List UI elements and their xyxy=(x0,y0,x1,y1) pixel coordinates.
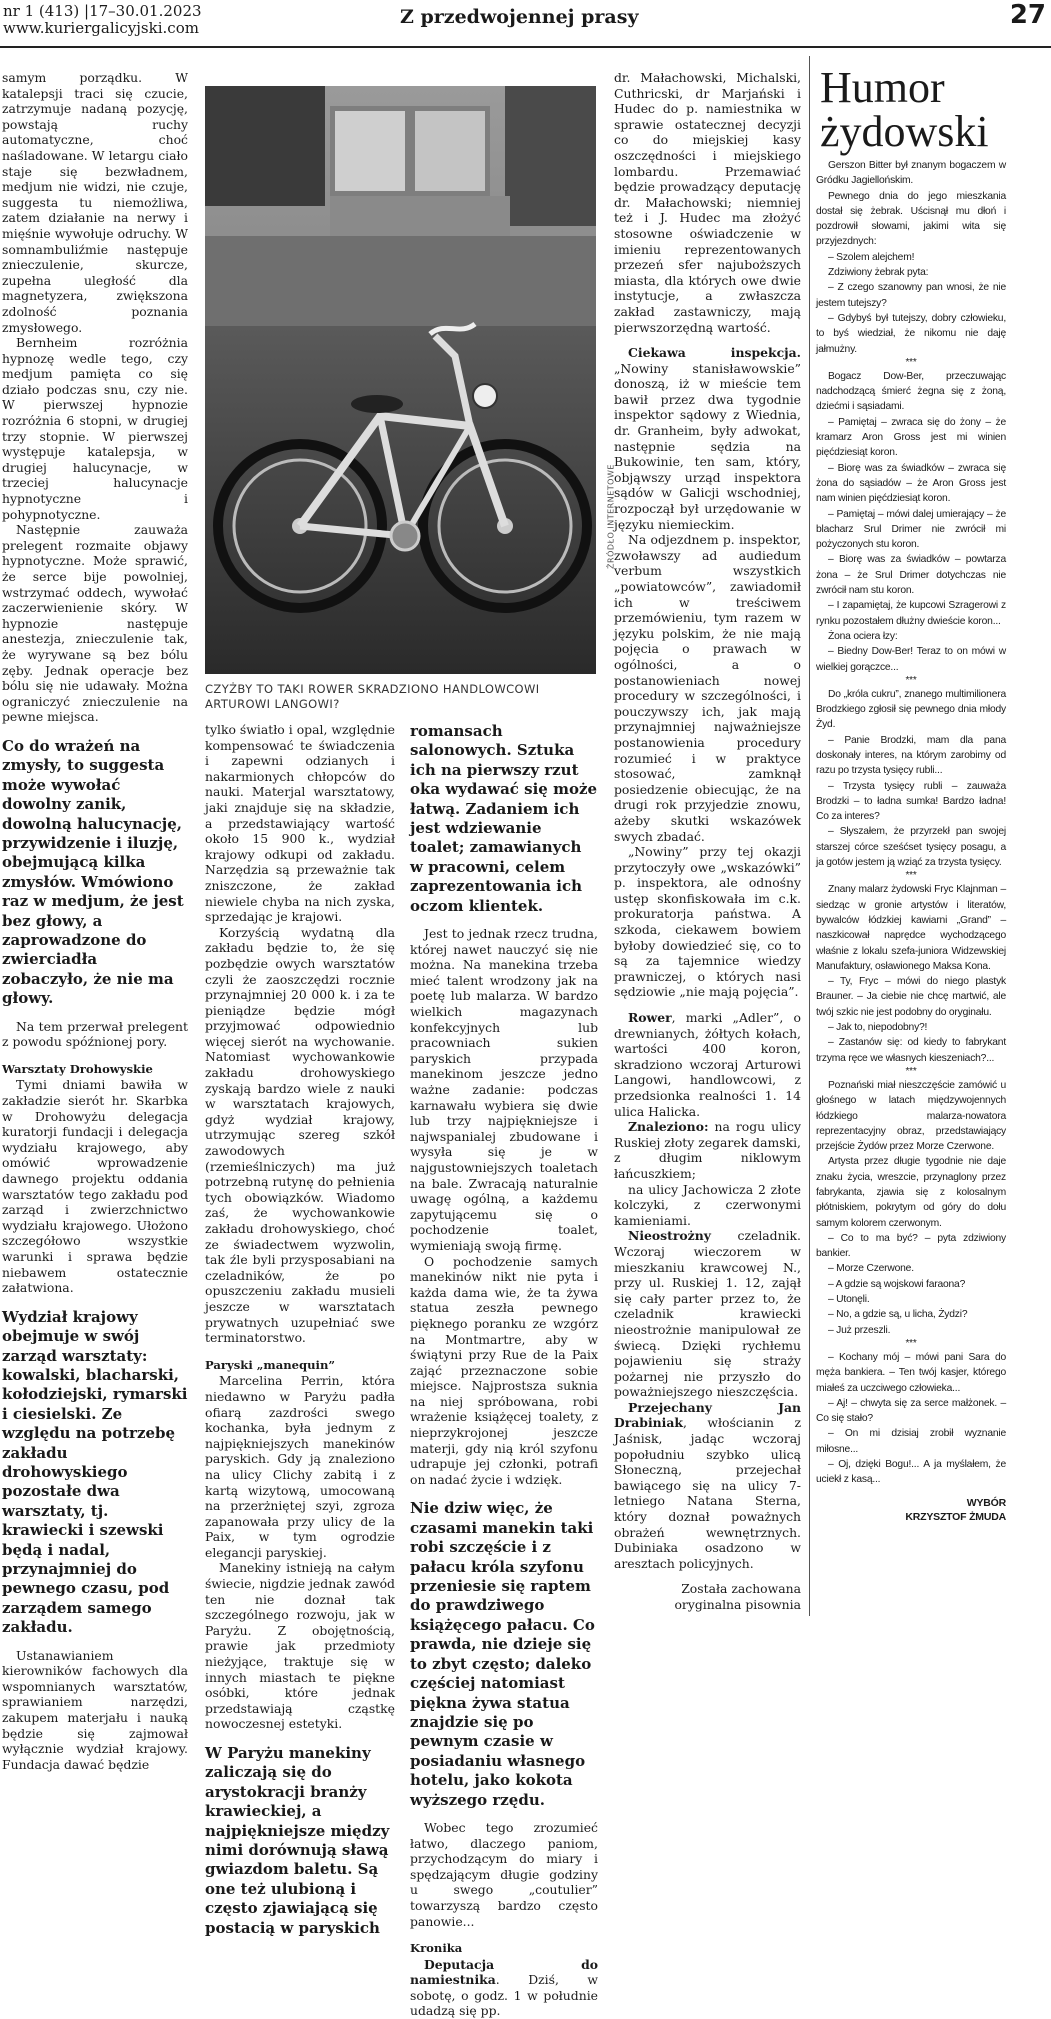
separator-stars: *** xyxy=(905,870,917,882)
joke-line: – Pamiętaj – zwraca się do żony – że kramarz Aron Gross jest mi winien pięćdziesiąt koron. xyxy=(816,416,1006,459)
separator-stars: *** xyxy=(905,1337,917,1349)
paragraph xyxy=(410,1957,598,2019)
joke-line: – Z czego szanowny pan wnosi, że nie jestem tutejszy? xyxy=(816,282,1006,309)
signature-line-1: WYBÓR xyxy=(966,1496,1006,1509)
humor-title xyxy=(820,63,1050,156)
photo-source-text: ŹRÓDŁO INTERNETOWE xyxy=(606,464,616,569)
joke-line: Pewnego dnia do jego mieszkania dostał się żebrak. Uścisnął mu dłoń i pozdrowił słowami, jakimi wita się przyjezdnych: xyxy=(816,190,1006,248)
joke-line: Znany malarz żydowski Fryc Klajnman – siedząc w gronie artystów i literatów, bywalców łódzkiej kawiarni „Grand” – naszkicował naprędce wychodzącego właśnie z lokalu szefa-juniora Widzewskiej Manufaktury, osławionego Maksa Kona. xyxy=(816,884,1006,972)
joke-line: – On mi dzisiaj zrobił wyznanie miłosne... xyxy=(816,1428,1006,1455)
lead-in: Rower xyxy=(628,1010,672,1026)
paragraph xyxy=(614,1119,801,1181)
separator-stars: *** xyxy=(905,674,917,686)
joke-line: Poznański miał nieszczęście zamówić u głośnego w latach międzywojennych łódzkiego malarza-nowatora reprezentacyjny obraz, przedstawiający przejście Żydów przez Morze Czerwone. xyxy=(816,1079,1006,1153)
joke-line: Zdziwiony żebrak pyta: xyxy=(828,267,929,279)
spelling-note: Została zachowana oryginalna pisownia xyxy=(674,1581,801,1612)
joke-line: – Biorę was za świadków – powtarza żona – że Srul Drimer dotychczas nie zwrócił nam stu koron. xyxy=(816,554,1006,597)
paragraph: Następnie zauważa prelegent rozmaite objawy hypnotyczne. Może sprawić, że serce bije powolniej, wstrzymać oddech, wywołać zaczerwienienie skóry. W hypnozie następuje anestezja, znieczulenie tak, że wyrywane są bez bólu zęby. Jednak operacje bez bólu się nie udawały. Można ograniczyć znieczulenie na pewne miejsca. xyxy=(2,522,188,725)
bicycle-photo xyxy=(205,86,596,674)
joke-line: – Jak to, niepodobny?! xyxy=(828,1022,928,1034)
paragraph: dr. Małachowski, Michalski, Cuthricski, dr Marjański i Hudec do p. namiestnika w sprawie ostatecznej decyzji co do miejskiej kasy oszczędności i miejskiego lombardu. Przemawiać będzie prowadzący deputację dr. Małachowski; niemniej też i J. Hudec ma złożyć stosowne oświadczenie w imieniu reprezentowanych przezeń sfer najuboższych miasta, dla których owe dwie instytucje, a zwłaszcza zakład zastawniczy, mają pierwszorzędną wartość. xyxy=(614,70,801,335)
article-column-4 xyxy=(614,70,801,1637)
pull-quote: W Paryżu manekiny zaliczają się do arystokracji branży krawieckiej, a najpiękniejsze między nimi dorównują sławą gwiazdom baletu. Są one też ulubioną i często zjawiającą się postacią w paryskich xyxy=(205,1744,390,1937)
paragraph: samym porządku. W katalepsji traci się czucie, zatrzymuje nadaną pozycję, powstają ruchy automatyczne, choć naśladowane. W letargu ciało staje się bezwładnem, medjum nie widzi, nie czuje, suggesta tu niemożliwa, zatem działanie na nerwy i mięśnie wywołuje odruchy. W somnambuliźmie następuje znieczulenie, skurcze, zupełna uległość dla magnetyzera, zwiększona zdolność poznania zmysłowego. xyxy=(2,70,188,335)
lead-in: Znaleziono: xyxy=(628,1119,709,1135)
joke-line: – Oj, dzięki Bogu!... A ja myślałem, że uciekł z kasą... xyxy=(816,1459,1006,1486)
page-header xyxy=(0,0,1051,46)
humor-title-line-1: Humor xyxy=(820,63,945,112)
lead-in: Przejechany Jan Drabiniak xyxy=(614,1399,801,1431)
joke-line: – Utonęli. xyxy=(828,1294,870,1306)
page-number: 27 xyxy=(1009,0,1046,30)
subheading-kronika: Kronika xyxy=(410,1941,463,1956)
section-title: Z przedwojennej prasy xyxy=(400,6,639,28)
paragraph xyxy=(614,1228,801,1400)
joke-line: – Panie Brodzki, mam dla pana doskonały interes, na którym zarobimy od razu po trzysta tysięcy rubli... xyxy=(816,734,1006,777)
signature xyxy=(816,1496,1006,1524)
joke-line: Bogacz Dow-Ber, przeczuwając nadchodzącą śmierć żegna się z żoną, dziećmi i sąsiadami. xyxy=(816,370,1006,413)
separator-stars: *** xyxy=(905,1065,917,1077)
separator-stars: *** xyxy=(905,356,917,368)
pull-quote: Wydział krajowy obejmuje w swój zarząd warsztaty: kowalski, blacharski, kołodziejski, rymarski i ciesielski. Ze względu na potrzebę zakładu drohowyskiego pozostałe dwa warsztaty, tj. krawiecki i szewski będą i nadal, przynajmniej do pewnego czasu, pod zarządem samego zakładu. xyxy=(2,1307,188,1637)
joke-line: – I zapamiętaj, że kupcowi Szragerowi z rynku pozostałem dłużny dwieście koron... xyxy=(816,600,1006,627)
paragraph xyxy=(614,1010,801,1119)
paragraph: O pochodzenie samych manekinów nikt nie pyta i każda dama wie, że ta żywa statua zeszła pewnego pięknego poranku ze wzgórz na Montmartre, aby w świątyni przy Rue de la Paix zająć przeznaczone sobie miejsce. Najprostsza suknia na niej spróbowana, robi wrażenie książęcej toalety, z nieprzykrojonej jeszcze materji, gdy nią król szyfonu udrapuje jej członki, potrafi on nadać życie i wdzięk. xyxy=(410,1253,598,1487)
subheading-warsztaty: Warsztaty Drohowyskie xyxy=(2,1061,153,1076)
paragraph: Marcelina Perrin, która niedawno w Paryżu padła ofiarą zazdrości swego kochanka, była jednym z najpiękniejszych manekinów paryskich. Gdy ją znaleziono na ulicy Clichy zabitą i z kartą wizytową, umocowaną na przerżniętej szyi, zgroza zapanowała przy ulicy de la Paix, w tym ogrodzie elegancji paryskiej. xyxy=(205,1373,395,1560)
paragraph-text: czeladnik. Wczoraj wieczorem w mieszkaniu krawcowej N., przy ul. Ruskiej 1. 12, zajął się cały parter przez to, że czeladnik krawiecki nieostrożnie manipulował ze świecą. Dzięki rychłemu pojawieniu się straży pożarnej nie przyszło do poważniejszego nieszczęścia. xyxy=(614,1228,801,1400)
pull-quote: Co do wrażeń na zmysły, to suggesta może wywołać dowolny zanik, dowolną halucynację, przywidzenie i iluzję, obejmującą kilka zmysłów. Wmówiono raz w medjum, że jest bez głowy, a zaprowadzone do zwierciadła zobaczyło, że nie ma głowy. xyxy=(2,736,184,1008)
paragraph: Na tem przerwał prelegent z powodu spóźnionej pory. xyxy=(2,1018,188,1050)
header-rule xyxy=(0,46,1051,48)
joke-line: – Zastanów się: od kiedy to fabrykant trzyma ręce we własnych kieszeniach?... xyxy=(816,1037,1006,1064)
paragraph: Tymi dniami bawiła w zakładzie sierót hr. Skarbka w Drohowyżu delegacja kuratorji fundacji i delegacja wydziału krajowego, aby omówić wprowadzenie dawnego projektu oddania warsztatów tego zakładu pod zarząd i zwierzchnictwo wydziału krajowego. Ułożono szczegółowo wszystkie warunki i sprawa będzie niebawem ostatecznie załatwiona. xyxy=(2,1077,188,1296)
website-link[interactable]: www.kuriergalicyjski.com xyxy=(3,19,199,37)
signature-line-2: KRZYSZTOF ŻMUDA xyxy=(905,1510,1006,1523)
joke-line: – Pamiętaj – mówi dalej umierający – że blacharz Srul Drimer nie zwrócił mi pożyczonych stu koron. xyxy=(816,508,1006,551)
paragraph: Na odjezdnem p. inspektor, zwoławszy ad audiedum verbum wszystkich „powiatowców”, zawiadomił ich w treściwem przemówieniu, tym razem w języku polskim, że nie mają pojęcia o prawach w ogólności, a o postanowieniach nowej procedury w szczególności, i pouczywszy ich, jak mają przynajmniej najważniejsze postanowienia procedury rozumieć i w praktyce stosować, zamknął posiedzenie obiecując, że na drugi rok przyjedzie znowu, ażeby skutki wskazówek swych zbadać. xyxy=(614,532,801,844)
joke-line: – Morze Czerwone. xyxy=(828,1263,914,1275)
joke-line: – Trzysta tysięcy rubli – zauważa Brodzki – to ładna sumka! Bardzo ładna! Co za interes? xyxy=(816,780,1006,823)
joke-line: Żona ociera łzy: xyxy=(828,630,898,642)
issue-number: nr 1 (413) |17–30.01.2023 xyxy=(3,2,202,20)
joke-line: – A gdzie są wojskowi faraona? xyxy=(828,1278,966,1290)
humor-title-line-2: żydowski xyxy=(820,107,989,156)
paragraph: Bernheim rozróżnia hypnozę wedle tego, czy medjum pamięta co się działo podczas snu, czy nie. W pierwszej hypnozie rozróżnia 6 stopni, w drugiej trzy stopnie. W pierwszej występuje katalepsja, w drugiej halucynacje, w trzeciej halucynacje hypnotyczne i pohypnotyczne. xyxy=(2,335,188,522)
joke-line: – Gdybyś był tutejszy, dobry człowieku, to byś wiedział, że nikomu nie daję jałmużny. xyxy=(816,312,1006,355)
joke-line: – Ty, Fryc – mówi do niego plastyk Brauner. – Ja ciebie nie chcę martwić, ale twój szkic nie jest podobny do oryginału. xyxy=(816,976,1006,1018)
article-column-3 xyxy=(410,722,598,2019)
paragraph-text: . Dziś, w sobotę, o godz. 1 w południe udadzą się pp. xyxy=(410,1972,598,2019)
joke-line: – Co to ma być? – pyta zdziwiony bankier. xyxy=(816,1232,1006,1260)
joke-3 xyxy=(816,687,1006,871)
joke-2 xyxy=(816,369,1006,675)
paragraph: na ulicy Jachowicza 2 złote kolczyki, z czerwonymi kamieniami. xyxy=(614,1181,801,1228)
paragraph: Manekiny istnieją na całym świecie, nigdzie jednak zawód ten nie doznał tak szczególnego rozwoju, jak w Paryżu. Z obojętnością, prawie jak przedmioty nieżyjące, traktuje się w innych miastach te piękne osóbki, które jednak przedstawiają cząstkę nowoczesnej estetyki. xyxy=(205,1560,395,1732)
joke-line: – Biorę was za świadków – zwraca się żona do sąsiadów – że Aron Gross jest nam winien pięćdziesiąt koron. xyxy=(816,462,1006,505)
photo-source xyxy=(601,372,615,672)
joke-line: Gerszon Bitter był znanym bogaczem w Gródku Jagiellońskim. xyxy=(816,160,1006,187)
paragraph: Korzyścią wydatną dla zakładu będzie to, że się pozbędzie owych warsztatów czyli że zaoszczędzi rocznie przynajmniej 20 000 k. i za te pieniądze będzie mógł przyjmować odpowiednio więcej sierót na wychowanie. Natomiast wychowankowie zakładu drohowyskiego zyskają bardzo wiele z nauki w warsztatach krajowych, gdyż wydział krajowy, utrzymując szereg szkół zawodowych (rzemieślniczych) ma już potrzebną rutynę do pełnienia tych obowiązków. Wiadomo zaś, że wychowankowie zakładu drohowyskiego, choć ze świadectwem wyzwolin, tak źle byli przysposabiani na czeladników, że po opuszczeniu zakładu musieli jeszcze w warsztatach prywatnych uzupełniać swe terminatorstwo. xyxy=(205,924,395,1346)
lead-in: Deputacja do namiestnika xyxy=(410,1956,598,1988)
photo-caption: CZYŻBY TO TAKI ROWER SKRADZIONO HANDLOWCOWI ARTUROWI LANGOWI? xyxy=(205,682,540,711)
paragraph: Wobec tego zrozumieć łatwo, dlaczego paniom, przychodzącym do miary i spędzającym długie godziny u swego „coutulier” towarzyszą bardzo często panowie... xyxy=(410,1819,598,1929)
paragraph-text: , marki „Adler”, o drewnianych, żółtych kołach, wartości 400 koron, skradziono wczoraj Arturowi Langowi, handlowcowi, z przedsionka realności 1. 14 ulica Halicka. xyxy=(614,1010,801,1119)
paragraph: Jest to jednak rzecz trudna, której nawet nauczyć się nie można. Na manekina trzeba mieć talent wrodzony jak na poetę lub malarza. W bardzo wielkich magazynach konfekcyjnych lub pracowniach sukien paryskich przypada manekinom jeszcze jedno ważne zadanie: podczas karnawału wybiera się dwie lub trzy najpiękniejsze i najwspanialej zbudowane i wysyła się je w najgustowniejszych toaletach na bale. Zwracają naturalnie uwagę ogólną, a każdemu zapytującemu się o pochodzenie toalet, wymieniają swoją firmę. xyxy=(410,926,598,1253)
joke-line: – Kochany mój – mówi pani Sara do męża bankiera. – Ten twój kasjer, którego miałeś za uczciwego człowieka... xyxy=(816,1351,1006,1394)
paragraph-text: , włościanin z Jaśnisk, jadąc wczoraj popołudniu szybko ulicą Słoneczną, przejechał bawiącego się na ulicy 7-letniego Natana Sterna, który doznał poważnych obrażeń wewnętrznych. Dubiniaka osadzono w aresztach policyjnych. xyxy=(614,1415,801,1571)
paragraph xyxy=(614,1400,801,1572)
pull-quote: Nie dziw więc, że czasami manekin taki robi szczęście i z pałacu króla szyfonu przeniesie się raptem do prawdziwego książęcego pałacu. Co prawda, nie dzieje się to zbyt często; daleko częściej natomiast piękna żywa statua znajdzie się po pewnym czasie w posiadaniu własnego hotelu, jako kokota wyższego rzędu. xyxy=(410,1499,595,1809)
lead-in: Nieostrożny xyxy=(628,1228,711,1244)
paragraph-text: „Nowiny stanisławowskie” donoszą, iż w mieście tem bawił przez dwa tygodnie inspektor sądowy z Wiednia, dr. Granheim, były adwokat, następnie sędzia na Bukowinie, ten sam, który, objąwszy urząd inspektora sądów w Galicji wschodniej, rozpoczął był urzędowanie w języku niemieckim. xyxy=(614,360,801,532)
joke-line: – Już przeszli. xyxy=(828,1324,891,1336)
joke-line: – Aj! – chwyta się za serce małżonek. – Co się stało? xyxy=(816,1397,1006,1425)
joke-line: – Biedny Dow-Ber! Teraz to on mówi w wielkiej gorączce... xyxy=(816,646,1006,673)
article-column-1 xyxy=(2,70,188,1772)
paragraph: „Nowiny” przy tej okazji przytoczyły owe „wskazówki” p. inspektora, ale odnośny ustęp skonfiskowała im c.k. prokuratorja państwa. A szkoda, ciekawem bowiem byłoby dowiedzieć się, co to są za tajemnice wiedzy prawniczej, o których nasi sędziowie „nie mają pojęcia”. xyxy=(614,844,801,1000)
joke-line: – Słyszałem, że przyrzekł pan swojej starszej córce sześćset tysięcy posagu, a ja gotów jestem ją wziąć za trzysta tysięcy. xyxy=(816,826,1006,869)
joke-4 xyxy=(816,882,1006,1066)
joke-line: – Szolem alejchem! xyxy=(828,251,915,263)
joke-line: Artysta przez długie tygodnie nie daje znaku życia, wreszcie, przynaglony przez fabrykanta, zjawia się z kolosalnym płótniskiem, pokrytym od góry do dołu samym kolorem czerwonym. xyxy=(816,1156,1006,1229)
lead-in: Ciekawa inspekcja. xyxy=(628,345,801,361)
column-divider xyxy=(809,56,810,1616)
paragraph-text: na rogu ulicy Ruskiej złoty zegarek damski, z długim niklowym łańcuszkiem; xyxy=(614,1119,801,1181)
pull-quote: romansach salonowych. Sztuka ich na pierwszy rzut oka wydawać się może łatwą. Zadaniem ich jest wdziewanie toalet; zamawianych w pracowni, celem zaprezentowania ich oczom klientek. xyxy=(410,722,598,915)
joke-1 xyxy=(816,158,1006,357)
paragraph: tylko światło i opal, względnie kompensować te świadczenia i zapewni odzianych i nakarmionych chłopców do nauki. Materjal warsztatowy, jaki znajduje się na składzie, a przedstawiający wartość około 15 900 k., wydział krajowy odkupi od zakładu. Narzędzia są przeważnie tak zniszczone, że zakład niewiele chyba na nich zyska, sprzedając je krajowi. xyxy=(205,722,395,925)
subheading-manequin: Paryski „manequin” xyxy=(205,1357,336,1372)
joke-6 xyxy=(816,1350,1006,1488)
paragraph xyxy=(614,345,801,532)
joke-line: – No, a gdzie są, u licha, Żydzi? xyxy=(828,1309,968,1321)
joke-line: Do „króla cukru”, znanego multimilionera Brodzkiego zgłosił się pewnego dnia młody Żyd. xyxy=(816,688,1006,731)
paragraph: Ustanawianiem kierowników fachowych dla wspomnianych warsztatów, sprawianiem narzędzi, zakupem materjału i nauką będzie się zajmował wyłącznie wydział krajowy. Fundacja dawać będzie xyxy=(2,1647,188,1772)
joke-5 xyxy=(816,1078,1006,1338)
humor-column xyxy=(816,158,1006,1637)
article-column-2 xyxy=(205,722,395,1937)
